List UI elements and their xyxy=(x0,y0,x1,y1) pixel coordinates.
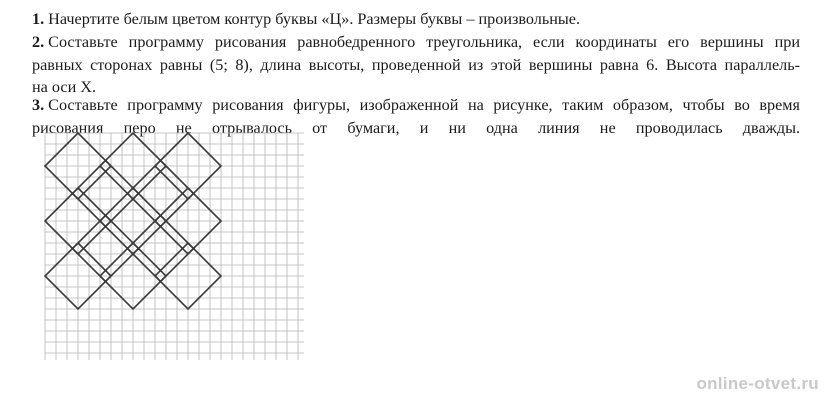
grid-lines xyxy=(45,133,304,360)
task-3-line-2: рисования перо не отрывалось от бумаги, и ни одна линия не проводилась дважды. xyxy=(32,118,800,137)
task-1 xyxy=(32,8,800,31)
task-2-line-3: на оси X. xyxy=(32,78,97,96)
task-1-text: Начертите белым цветом контур буквы «Ц». Размеры буквы – произвольные. xyxy=(48,10,581,28)
task-2 xyxy=(32,31,800,99)
task-2-line-2: равных сторонах равны (5; 8), длина высоты, проведенной из этой вершины равна 6. Высота параллель- xyxy=(32,55,800,74)
watermark: online-otvet.ru xyxy=(696,374,819,393)
task-2-line-1: 2. Составьте программу рисования равнобедренного треугольника, если координаты его вершины при xyxy=(32,33,800,51)
grid-figure xyxy=(40,128,304,360)
task-3-line-1: 3. Составьте программу рисования фигуры, изображенной на рисунке, таким образом, чтобы во время xyxy=(32,96,800,114)
task-1-number: 1. xyxy=(32,10,45,28)
task-2-number: 2. xyxy=(32,33,45,51)
task-3-number: 3. xyxy=(32,96,45,114)
